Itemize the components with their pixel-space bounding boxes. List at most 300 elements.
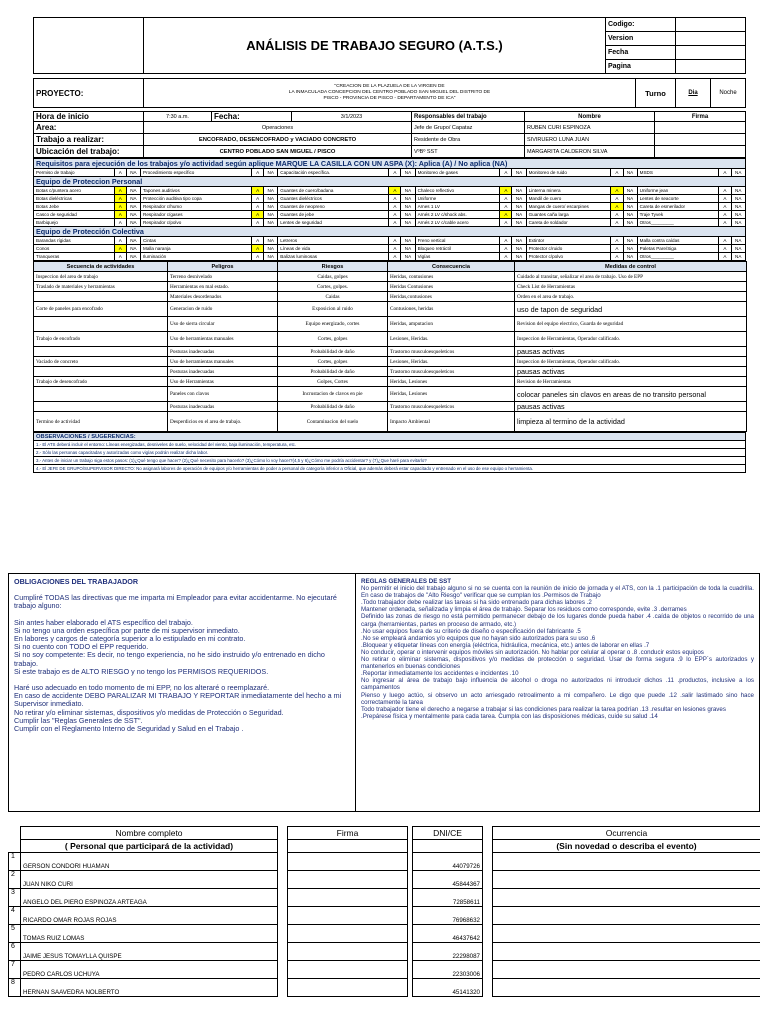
activity-cell: Inspeccion de Herramientas, Operador calificado. — [515, 332, 747, 347]
aplica-checkbox[interactable]: A — [500, 253, 512, 261]
activity-cell: Incrustacion de clavos en pie — [278, 387, 388, 402]
no-aplica-checkbox[interactable]: NA — [731, 203, 746, 211]
checklist-item-label: Extintor — [526, 237, 611, 245]
project-row — [33, 78, 746, 108]
no-aplica-checkbox[interactable]: NA — [731, 219, 746, 227]
checklist-item-label: Cintas — [141, 237, 252, 245]
obligacion-item: Si este trabajo es de ALTO RIESGO y no tengo los PERMISOS REQUERIDOS. — [14, 666, 269, 676]
checklist-item-label: Lentes de seacorte — [637, 195, 719, 203]
info-table — [33, 111, 746, 158]
aplica-checkbox[interactable]: A — [252, 195, 264, 203]
regla-item: No ingresar al área de trabajo bajo influencia de alcohol o droga no autorizados ni introducir dichos .11 .productos, inclusive a los campamentos — [361, 677, 754, 692]
checklist-item-label: Uniforme — [415, 195, 500, 203]
activity-cell: Revision de Herramientas — [515, 377, 747, 387]
activity-cell: Contusiones, heridas — [388, 302, 515, 317]
activity-cell: Probabilidad de daño — [278, 367, 388, 377]
participant-dni: 22298087 — [413, 943, 483, 961]
obligaciones-list — [14, 619, 350, 676]
checklist-item-label: Tranqueras — [34, 253, 115, 261]
checklist-item-label: Linterna minera — [526, 187, 611, 195]
activities-header: Riesgos — [278, 262, 388, 272]
checklist-item-label: Otros_________ — [637, 253, 719, 261]
no-aplica-checkbox[interactable]: NA — [264, 219, 278, 227]
aplica-checkbox[interactable]: A — [252, 237, 264, 245]
checklist-item-label: Careta de esmerilador — [637, 203, 719, 211]
project-name-line: PISCO - PROVINCIA DE PISCO - DEPARTAMENTO DE ICA" — [323, 96, 456, 101]
resp-label: Responsables del trabajo — [412, 112, 525, 122]
no-aplica-checkbox[interactable]: NA — [512, 245, 526, 253]
participant-number: 1 — [9, 853, 21, 871]
aplica-checkbox[interactable]: A — [389, 253, 401, 261]
observations-table — [33, 432, 746, 473]
activity-cell: Uso de sierra circular — [168, 317, 278, 332]
observaciones-title: OBSERVACIONES / SUGERENCIAS: — [34, 433, 746, 441]
aplica-checkbox[interactable]: A — [611, 211, 623, 219]
activity-row — [34, 302, 747, 317]
activity-row — [34, 282, 747, 292]
aplica-checkbox[interactable]: A — [114, 195, 126, 203]
aplica-checkbox[interactable]: A — [500, 203, 512, 211]
aplica-checkbox[interactable]: A — [500, 187, 512, 195]
activity-cell: Exposicion al ruido — [278, 302, 388, 317]
no-aplica-checkbox[interactable]: NA — [731, 195, 746, 203]
no-aplica-checkbox[interactable]: NA — [126, 253, 140, 261]
participants-table — [8, 826, 760, 997]
checklist-item-label: Barbiquejo — [34, 219, 115, 227]
aplica-checkbox[interactable]: A — [114, 203, 126, 211]
aplica-checkbox[interactable]: A — [719, 245, 731, 253]
checklist-item-label: Vigías — [415, 253, 500, 261]
ubicacion-label: Ubicación del trabajo: — [34, 146, 144, 158]
aplica-checkbox[interactable]: A — [611, 219, 623, 227]
no-aplica-checkbox[interactable]: NA — [623, 187, 637, 195]
aplica-checkbox[interactable]: A — [389, 187, 401, 195]
activity-cell: Trastorno musculoesqueleticos — [388, 347, 515, 357]
aplica-checkbox[interactable]: A — [500, 169, 512, 177]
checklist-item-label: Conos — [34, 245, 115, 253]
no-aplica-checkbox[interactable]: NA — [126, 237, 140, 245]
h-dni: DNI/CE — [413, 827, 483, 840]
no-aplica-checkbox[interactable]: NA — [731, 245, 746, 253]
meta-label: Pagina — [606, 60, 676, 74]
resp-name: MARGARITA CALDERON SILVA — [525, 146, 655, 158]
checklist-item-label: Procedimiento específico — [141, 169, 252, 177]
no-aplica-checkbox[interactable]: NA — [401, 187, 415, 195]
checklist-item-label: Balizas luminosas — [278, 253, 389, 261]
obligacion-item: Sin antes haber elaborado el ATS específico del trabajo. — [14, 617, 193, 627]
project-name-line: "CREACION DE LA PLAZUELA DE LA VIRGEN DE — [334, 84, 445, 89]
aplica-checkbox[interactable]: A — [252, 187, 264, 195]
participant-dni: 72858611 — [413, 889, 483, 907]
regla-item: No retirar o eliminar sistemas, dispositivos y/o medidas de protección o seguridad. Usar de forma segura .9 lo EPP´s autorizados y mantenerlos en buenas condiciones — [361, 656, 754, 671]
checklist-item-label: Protección auditiva tipo copa — [141, 195, 252, 203]
aplica-checkbox[interactable]: A — [389, 195, 401, 203]
no-aplica-checkbox[interactable]: NA — [512, 219, 526, 227]
activity-cell: Trastorno musculoesqueleticos — [388, 367, 515, 377]
participant-name: GERSON CONDORI HUAMAN — [21, 853, 278, 871]
activity-cell — [34, 402, 168, 412]
no-aplica-checkbox[interactable]: NA — [264, 237, 278, 245]
participant-dni: 45141320 — [413, 979, 483, 997]
no-aplica-checkbox[interactable]: NA — [264, 245, 278, 253]
aplica-checkbox[interactable]: A — [611, 169, 623, 177]
no-aplica-checkbox[interactable]: NA — [512, 187, 526, 195]
meta-value — [676, 60, 746, 74]
checklist-item-label: Respirador c/humo — [141, 203, 252, 211]
aplica-checkbox[interactable]: A — [719, 253, 731, 261]
no-aplica-checkbox[interactable]: NA — [264, 253, 278, 261]
checklist-item-label: Traje Tyvek — [637, 211, 719, 219]
no-aplica-checkbox[interactable]: NA — [512, 195, 526, 203]
no-aplica-checkbox[interactable]: NA — [264, 203, 278, 211]
activity-cell: Posturas inadecuadas — [168, 347, 278, 357]
activities-header: Secuencia de actividades — [34, 262, 168, 272]
logo-cell — [34, 18, 144, 74]
checklist-item-label: Uniforme jean — [637, 187, 719, 195]
activity-row — [34, 387, 747, 402]
obligacion-item: En caso de accidente DEBO PARALIZAR MI TRABAJO Y REPORTAR inmediatamente del hecho a mi Supervisor inmediato. — [14, 691, 342, 709]
form-header — [33, 17, 746, 74]
aplica-checkbox[interactable]: A — [114, 253, 126, 261]
regla-item: Definido las zonas de riesgo no está permitido permanecer debajo de los lugares donde pueda haber .4 .caída de objetos o recorrido de una carga (herramientas, partes en proceso de armado, etc.) — [361, 613, 754, 628]
aplica-checkbox[interactable]: A — [719, 195, 731, 203]
no-aplica-checkbox[interactable]: NA — [401, 245, 415, 253]
activity-cell: pausas activas — [515, 347, 747, 357]
meta-label: Codigo: — [606, 18, 676, 32]
no-aplica-checkbox[interactable]: NA — [731, 253, 746, 261]
no-aplica-checkbox[interactable]: NA — [126, 187, 140, 195]
project-name — [144, 79, 636, 108]
aplica-checkbox[interactable]: A — [611, 195, 623, 203]
no-aplica-checkbox[interactable]: NA — [623, 245, 637, 253]
checklist-item-label: Monitoreo de ruido — [526, 169, 611, 177]
aplica-checkbox[interactable]: A — [500, 195, 512, 203]
checklist-item-label: Protector c/polvo — [526, 253, 611, 261]
no-aplica-checkbox[interactable]: NA — [623, 195, 637, 203]
activity-cell: pausas activas — [515, 367, 747, 377]
participant-signature[interactable] — [288, 961, 408, 979]
no-aplica-checkbox[interactable]: NA — [126, 203, 140, 211]
aplica-checkbox[interactable]: A — [114, 219, 126, 227]
activities-header: Medidas de control — [515, 262, 747, 272]
no-aplica-checkbox[interactable]: NA — [623, 237, 637, 245]
checklist-item-label: Permiso de trabajo — [34, 169, 115, 177]
aplica-checkbox[interactable]: A — [611, 203, 623, 211]
regla-item: Pienso y luego actúo, si observo un acto arriesgado retroalimento a mi compañero. Le digo que puede .12 .salir lastimado sino hace correctamente la tarea — [361, 691, 754, 706]
area-label: Area: — [34, 122, 144, 134]
no-aplica-checkbox[interactable]: NA — [126, 219, 140, 227]
no-aplica-checkbox[interactable]: NA — [401, 219, 415, 227]
aplica-checkbox[interactable]: A — [252, 245, 264, 253]
activity-cell — [34, 317, 168, 332]
checklist-item-label: Mangas de cuero/ escarpines — [526, 203, 611, 211]
no-aplica-checkbox[interactable]: NA — [623, 211, 637, 219]
checklist-item-label: Botas dieléctricas — [34, 195, 115, 203]
activity-cell: Heridas Contusiones — [388, 282, 515, 292]
resp-role: Jefe de Grupo/ Capataz — [412, 122, 525, 134]
no-aplica-checkbox[interactable]: NA — [512, 253, 526, 261]
h-firma: Firma — [288, 827, 408, 840]
aplica-checkbox[interactable]: A — [389, 219, 401, 227]
checklist-item-label: Arnés 2 LV c/cable acero — [415, 219, 500, 227]
no-aplica-checkbox[interactable]: NA — [731, 169, 746, 177]
nombre-label: Nombre — [525, 112, 655, 122]
obligacion-item: Cumplir con el Reglamento Interno de Seguridad y Salud en el Trabajo . — [14, 724, 244, 734]
checklist-item-label: Otros_________ — [637, 219, 719, 227]
no-aplica-checkbox[interactable]: NA — [731, 237, 746, 245]
aplica-checkbox[interactable]: A — [252, 211, 264, 219]
participant-ocurrencia[interactable] — [493, 943, 761, 961]
no-aplica-checkbox[interactable]: NA — [731, 211, 746, 219]
no-aplica-checkbox[interactable]: NA — [512, 211, 526, 219]
obligacion-item: Si no soy competente: Es decir, no tengo experiencia, no he sido instruido y/o entrenado en dicho trabajo. — [14, 650, 325, 668]
checklist-item-label: Malla naranja — [141, 245, 252, 253]
activity-row — [34, 357, 747, 367]
no-aplica-checkbox[interactable]: NA — [126, 195, 140, 203]
participant-ocurrencia[interactable] — [493, 961, 761, 979]
checklist-item-label: Malla contra caídas — [637, 237, 719, 245]
hora-label: Hora de inicio — [34, 112, 144, 122]
activity-cell: Impacto Ambiental — [388, 412, 515, 432]
requisitos-title: Requisitos para ejecución de los trabajos y/o actividad según aplique MARQUE LA CASILLA CON UN ASPA (X): Aplica (A) / No aplica (NA) — [34, 159, 746, 169]
activity-row — [34, 317, 747, 332]
h-nombre: Nombre completo — [21, 827, 278, 840]
activity-cell — [34, 387, 168, 402]
activity-cell: Lesiones, Heridas. — [388, 357, 515, 367]
checklist-item-label: Guantes dieléctricos — [278, 195, 389, 203]
hora-value: 7:30 a.m. — [144, 112, 212, 122]
participant-ocurrencia[interactable] — [493, 871, 761, 889]
participant-number: 4 — [9, 907, 21, 925]
obligaciones-intro: Cumpliré TODAS las directivas que me imparta mi Empleador para evitar accidentarme. No ejecutaré trabajo alguno: — [14, 593, 337, 611]
participant-signature[interactable] — [288, 853, 408, 871]
checklist-item-label: Iluminación — [141, 253, 252, 261]
activity-cell: Corte de paneles para encofrado — [34, 302, 168, 317]
activity-row — [34, 347, 747, 357]
activity-cell: Generacion de ruido — [168, 302, 278, 317]
checklist-item-label: Arnés 2 LV c/shock abs. — [415, 211, 500, 219]
participant-signature[interactable] — [288, 943, 408, 961]
activity-row — [34, 272, 747, 282]
checklist-item-label: Guantes de cuero/badana — [278, 187, 389, 195]
activity-cell: Trastorno musculoesqueleticos — [388, 402, 515, 412]
meta-value — [676, 18, 746, 32]
activity-cell: Cortes, golpes — [278, 332, 388, 347]
activity-row — [34, 412, 747, 432]
turno-noche: Noche — [711, 79, 746, 108]
no-aplica-checkbox[interactable]: NA — [623, 169, 637, 177]
participant-name: HERNAN SAAVEDRA NOLBERTO — [21, 979, 278, 997]
no-aplica-checkbox[interactable]: NA — [623, 219, 637, 227]
checklist-item-label: Guantes de neopreno — [278, 203, 389, 211]
activity-cell: Revision del equipo electrico, Guarda de seguridad — [515, 317, 747, 332]
aplica-checkbox[interactable]: A — [252, 219, 264, 227]
no-aplica-checkbox[interactable]: NA — [401, 195, 415, 203]
no-aplica-checkbox[interactable]: NA — [512, 169, 526, 177]
participant-number: 7 — [9, 961, 21, 979]
checklist-item-label: Arnes 1 LV — [415, 203, 500, 211]
activity-cell: Desperdicios en el area de trabajo. — [168, 412, 278, 432]
activity-cell: Caidas — [278, 292, 388, 302]
aplica-checkbox[interactable]: A — [252, 203, 264, 211]
aplica-checkbox[interactable]: A — [389, 211, 401, 219]
obligaciones-box — [9, 574, 356, 811]
participant-ocurrencia[interactable] — [493, 907, 761, 925]
activity-cell: Paneles con clavos — [168, 387, 278, 402]
activity-row — [34, 332, 747, 347]
no-aplica-checkbox[interactable]: NA — [731, 187, 746, 195]
aplica-checkbox[interactable]: A — [719, 187, 731, 195]
no-aplica-checkbox[interactable]: NA — [264, 195, 278, 203]
activity-cell — [34, 367, 168, 377]
aplica-checkbox[interactable]: A — [114, 237, 126, 245]
participant-signature[interactable] — [288, 871, 408, 889]
participant-signature[interactable] — [288, 925, 408, 943]
activities-header: Consecuencia — [388, 262, 515, 272]
activity-cell: Heridas, amputacion — [388, 317, 515, 332]
regla-item: No conducir, operar o intervenir equipos móviles sin autorización. No hablar por celular al operar o .8 .conducir estos equipos — [361, 648, 704, 656]
no-aplica-checkbox[interactable]: NA — [401, 237, 415, 245]
turno-dia: Dia — [676, 79, 711, 108]
checklist-item-label: Botas c/puntera acero — [34, 187, 115, 195]
participant-row — [9, 871, 761, 889]
activity-cell: Terreno desnivelado — [168, 272, 278, 282]
participant-signature[interactable] — [288, 907, 408, 925]
aplica-checkbox[interactable]: A — [114, 169, 126, 177]
activity-cell: Check List de Herramientas — [515, 282, 747, 292]
activities-table — [33, 261, 747, 432]
aplica-checkbox[interactable]: A — [252, 253, 264, 261]
aplica-checkbox[interactable]: A — [252, 169, 264, 177]
participant-dni: 44079726 — [413, 853, 483, 871]
participant-ocurrencia[interactable] — [493, 925, 761, 943]
activity-cell: Uso de herramientas manuales — [168, 357, 278, 367]
activity-row — [34, 292, 747, 302]
checklist-item-label: Careta de soldador — [526, 219, 611, 227]
checklist-item-label: Mandil de cuero — [526, 195, 611, 203]
checklist-item-label: Casco de seguridad — [34, 211, 115, 219]
participant-dni: 46437642 — [413, 925, 483, 943]
no-aplica-checkbox[interactable]: NA — [264, 211, 278, 219]
aplica-checkbox[interactable]: A — [500, 245, 512, 253]
aplica-checkbox[interactable]: A — [500, 211, 512, 219]
activity-row — [34, 377, 747, 387]
aplica-checkbox[interactable]: A — [389, 245, 401, 253]
aplica-checkbox[interactable]: A — [114, 245, 126, 253]
activities-header: Peligros — [168, 262, 278, 272]
checklist-item-label: Bloqueo retráctil — [415, 245, 500, 253]
aplica-checkbox[interactable]: A — [719, 219, 731, 227]
obligacion-item: Cumplir las "Reglas Generales de SST". — [14, 715, 143, 725]
participant-ocurrencia[interactable] — [493, 889, 761, 907]
participants-area — [8, 826, 760, 1024]
no-aplica-checkbox[interactable]: NA — [126, 245, 140, 253]
activity-cell: Heridas, Lesiones — [388, 387, 515, 402]
aplica-checkbox[interactable]: A — [719, 211, 731, 219]
no-aplica-checkbox[interactable]: NA — [264, 169, 278, 177]
regla-item: .No usar equipos fuera de su criterio de diseño o especificación del fabricante .5 — [361, 627, 581, 635]
no-aplica-checkbox[interactable]: NA — [401, 203, 415, 211]
form-title: ANÁLISIS DE TRABAJO SEGURO (A.T.S.) — [144, 18, 606, 74]
participant-row — [9, 907, 761, 925]
aplica-checkbox[interactable]: A — [114, 187, 126, 195]
meta-value — [676, 32, 746, 46]
aplica-checkbox[interactable]: A — [611, 187, 623, 195]
checklist-item-label: Chaleco reflectivo — [415, 187, 500, 195]
aplica-checkbox[interactable]: A — [389, 237, 401, 245]
aplica-checkbox[interactable]: A — [500, 237, 512, 245]
no-aplica-checkbox[interactable]: NA — [401, 211, 415, 219]
aplica-checkbox[interactable]: A — [611, 237, 623, 245]
activity-cell: Traslado de materiales y herramientas — [34, 282, 168, 292]
participant-row — [9, 961, 761, 979]
no-aplica-checkbox[interactable]: NA — [623, 253, 637, 261]
obligacion-item: Si no tengo una orden específica por parte de mi supervisor inmediato. — [14, 625, 240, 635]
no-aplica-checkbox[interactable]: NA — [623, 203, 637, 211]
participant-name: PEDRO CARLOS UCHUYA — [21, 961, 278, 979]
participant-signature[interactable] — [288, 979, 408, 997]
meta-value — [676, 46, 746, 60]
participant-dni: 22303006 — [413, 961, 483, 979]
no-aplica-checkbox[interactable]: NA — [401, 169, 415, 177]
trabajo-value: ENCOFRADO, DESENCOFRADO y VACIADO CONCRETO — [144, 134, 412, 146]
requirements-table — [33, 158, 746, 261]
participant-name: JAIME JESUS TOMAYLLA QUISPE — [21, 943, 278, 961]
obligacion-item: Si no cuento con TODO el EPP requerido. — [14, 642, 149, 652]
aplica-checkbox[interactable]: A — [389, 203, 401, 211]
aplica-checkbox[interactable]: A — [611, 253, 623, 261]
participant-ocurrencia[interactable] — [493, 979, 761, 997]
ats-form — [33, 17, 746, 473]
participant-number: 8 — [9, 979, 21, 997]
activity-cell: pausas activas — [515, 402, 747, 412]
checklist-item-label: Letreros — [278, 237, 389, 245]
aplica-checkbox[interactable]: A — [389, 169, 401, 177]
aplica-checkbox[interactable]: A — [719, 203, 731, 211]
participant-number: 3 — [9, 889, 21, 907]
aplica-checkbox[interactable]: A — [719, 237, 731, 245]
regla-item: .No se empleará andamios y/o equipos que no hayan sido autorizados para su uso .6 — [361, 634, 596, 642]
aplica-checkbox[interactable]: A — [500, 219, 512, 227]
regla-item: Mantener ordenada, señalizada y limpia el área de trabajo. Separar los residuos como corresponde, evite .3 .derrames — [361, 606, 687, 614]
participant-signature[interactable] — [288, 889, 408, 907]
participant-ocurrencia[interactable] — [493, 853, 761, 871]
activity-cell: Materiales desordenados — [168, 292, 278, 302]
regla-item: .Reportar inmediatamente los accidentes e incidentes .10 — [361, 670, 519, 678]
aplica-checkbox[interactable]: A — [114, 211, 126, 219]
activity-cell — [34, 292, 168, 302]
no-aplica-checkbox[interactable]: NA — [512, 203, 526, 211]
activity-cell: Heridas, contusiones — [388, 272, 515, 282]
resp-role: VºBº SST — [412, 146, 525, 158]
checklist-item-label: MSDS — [637, 169, 719, 177]
no-aplica-checkbox[interactable]: NA — [401, 253, 415, 261]
checklist-item-label: Capacitación específica. — [278, 169, 389, 177]
epp-colectiva-title: Equipo de Protección Colectiva — [34, 227, 746, 237]
regla-item: No permitir el inicio del trabajo alguno si no se cuenta con la reunión de inicio de jornada y el ATS, con la .1 participación de toda la cuadrilla. En caso de trabajos de "Alto Riesgo" verificar que se cumplan los .Permisos de Trabajo — [361, 585, 754, 600]
aplica-checkbox[interactable]: A — [611, 245, 623, 253]
resp-name: RUBEN CURI ESPINOZA — [525, 122, 655, 134]
no-aplica-checkbox[interactable]: NA — [264, 187, 278, 195]
regla-item: Todo trabajador tiene el derecho a negarse a trabajar si las condiciones para realizar la tarea podrían .13 .resultar en lesiones graves — [361, 705, 726, 713]
aplica-checkbox[interactable]: A — [719, 169, 731, 177]
activity-cell: Cortes, golpes. — [278, 282, 388, 292]
no-aplica-checkbox[interactable]: NA — [126, 169, 140, 177]
observation-line: 1.- El ATS deberá incluir el entorno: Líneas energizadas, desniveles de suelo, velocidad del viento, baja iluminación, temperatura, etc. — [34, 441, 746, 449]
no-aplica-checkbox[interactable]: NA — [126, 211, 140, 219]
participant-number: 6 — [9, 943, 21, 961]
no-aplica-checkbox[interactable]: NA — [512, 237, 526, 245]
